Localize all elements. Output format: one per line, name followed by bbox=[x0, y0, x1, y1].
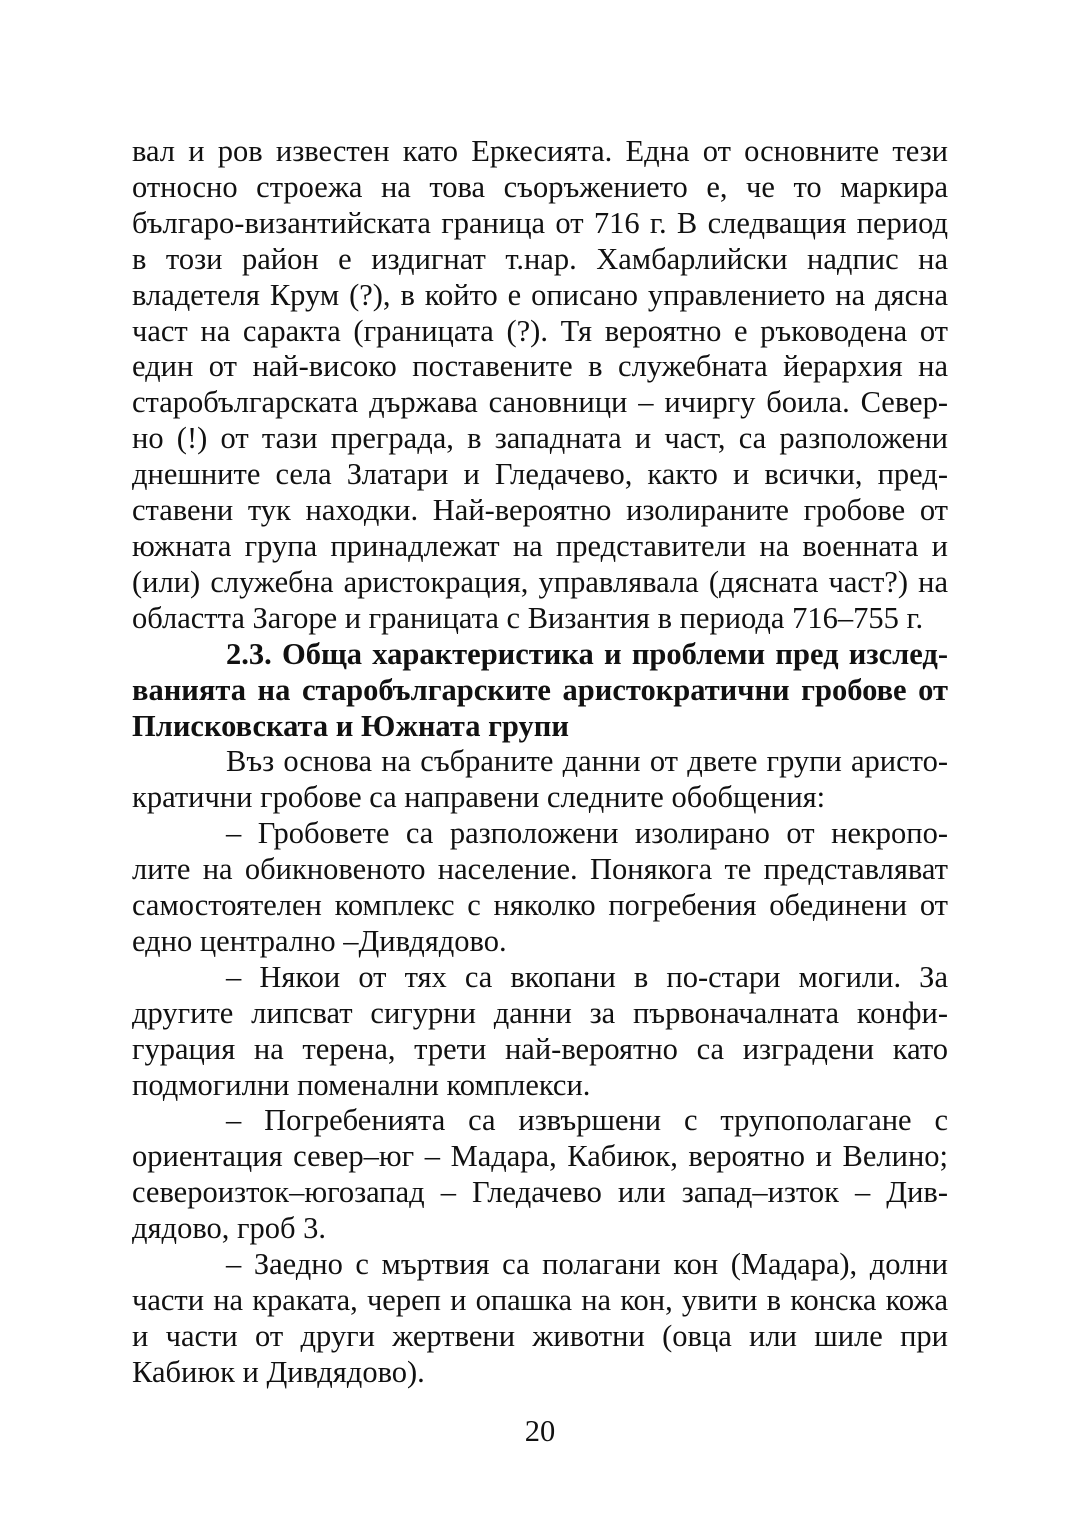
section-heading-2-3: 2.3. Обща характеристика и проблеми пред изслед-ванията на старобългарските аристократични гробове от Плисковската и Южната групи bbox=[132, 636, 948, 743]
list-item-isolated-graves: – Гробовете са разположени изолирано от некропо-лите на обикновеното население. Понякога те представляват самостоятелен комплекс с няколко погребения обединени от едно централно –Дивдядово. bbox=[132, 816, 948, 958]
page-number: 20 bbox=[524, 1414, 556, 1448]
paragraph-erkesia: вал и ров известен като Еркесията. Една от основните тези относно строежа на това съоръжението е, че то маркира българо-византийската граница от 716 г. В следващия период в този район е издигнат т.нар. Хамбарлийски надпис на владетеля Крум (?), в който е описано управлението на дясна част на саракта (границата (?). Тя вероятно е ръководена от един от най-високо поставените в служебната йерархия на старобългарската държава сановници – ичиргу боила. Север-но (!) от тази преграда, в западната и част, са разположени днешните села Златари и Гледачево, както и всички, пред-ставени тук находки. Най-вероятно изолираните гробове от южната група принадлежат на представители на военната и (или) служебна аристокрация, управлявала (дясната част?) на областта Загоре и границата с Византия в периода 716–755 г. bbox=[132, 134, 948, 635]
page-body bbox=[132, 134, 948, 1391]
list-item-mounds: – Някои от тях са вкопани в по-стари могили. За другите липсват сигурни данни за първоначалната конфи-гурация на терена, трети най-вероятно са изградени като подмогилни поменални комплекси. bbox=[132, 959, 948, 1102]
list-item-orientation: – Погребенията са извършени с трупополагане с ориентация север–юг – Мадара, Кабиюк, вероятно и Велино; североизток–югозапад – Гледачево или запад–изток – Див-дядово, гроб 3. bbox=[132, 1103, 948, 1246]
paragraph-summary-intro: Въз основа на събраните данни от двете групи аристо-кратични гробове са направени следните обобщения: bbox=[132, 744, 948, 815]
list-item-horse-burials: – Заедно с мъртвия са полагани кон (Мадара), долни части на краката, череп и опашка на кон, увити в конска кожа и части от други жертвени животни (овца или шиле при Кабиюк и Дивдядово). bbox=[132, 1247, 948, 1389]
